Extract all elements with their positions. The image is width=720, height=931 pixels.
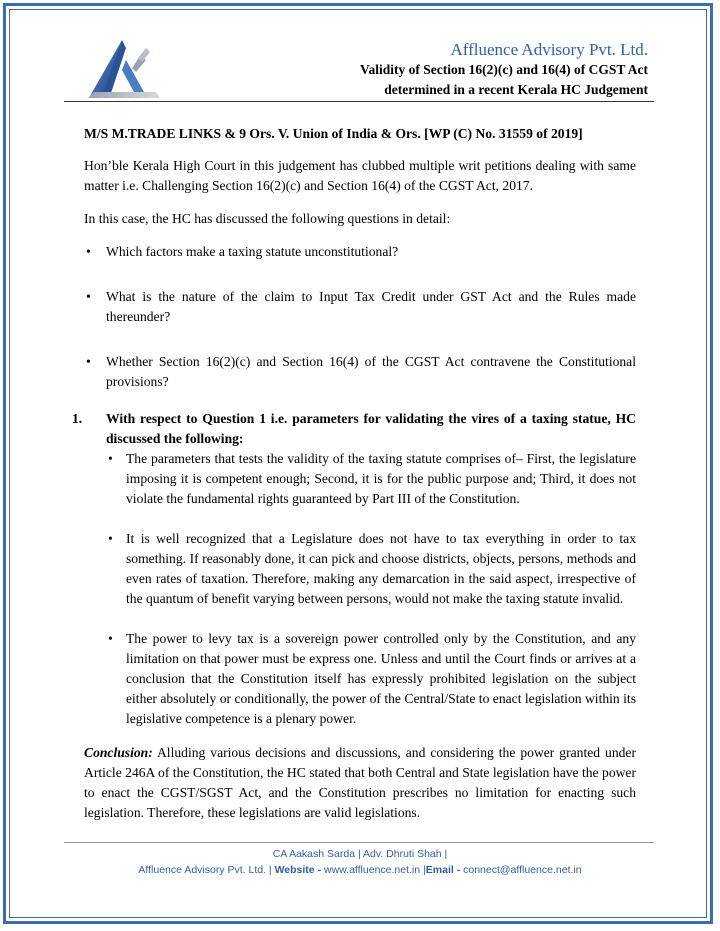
list-item: • The parameters that tests the validity of the taxing statute comprises of– First, the legislature imposing it is competent enough; Second, it is for the public purpose and; Third, it does not violate the fundamental rights guaranteed by Part III of the Constitution. xyxy=(106,449,636,509)
footer-email-label: Email - xyxy=(425,864,464,876)
section-number: 1. xyxy=(72,411,83,426)
section-1 xyxy=(72,409,636,729)
conclusion-text: Alluding various decisions and discussions, and considering the power granted under Article 246A of the Constitution, the HC stated that both Central and State legislation have the power to enact the CGST/SGST Act, and the Constitution prescribes no limitation for enacting such legislation. Therefore, these legislations are valid legislations. xyxy=(84,745,636,820)
footer-separator: | xyxy=(420,864,426,876)
case-title: M/S M.TRADE LINKS & 9 Ors. V. Union of India & Ors. [WP (C) No. 31559 of 2019] xyxy=(84,126,583,141)
footer-divider xyxy=(64,842,654,843)
section-heading: With respect to Question 1 i.e. parameters for validating the vires of a taxing statue, HC discussed the following: xyxy=(106,411,636,446)
document-subtitle-line2: determined in a recent Kerala HC Judgement xyxy=(384,82,648,97)
conclusion-label: Conclusion: xyxy=(84,745,153,760)
footer-authors: CA Aakash Sarda | Adv. Dhruti Shah | xyxy=(272,848,448,860)
conclusion-paragraph xyxy=(84,743,636,823)
list-item: • What is the nature of the claim to Input Tax Credit under GST Act and the Rules made thereunder? xyxy=(84,287,636,327)
document-body xyxy=(72,124,636,837)
footer-email-link[interactable]: connect@affluence.net.in xyxy=(463,864,582,876)
document-subtitle-line1: Validity of Section 16(2)(c) and 16(4) of CGST Act xyxy=(360,62,648,77)
footer-contact xyxy=(0,864,720,876)
questions-intro: In this case, the HC has discussed the following questions in detail: xyxy=(84,211,451,226)
footer-website-link[interactable]: www.affluence.net.in xyxy=(323,864,421,876)
footer-website-label: Website - xyxy=(274,864,324,876)
triangle-logo-icon xyxy=(82,38,162,100)
list-item: • It is well recognized that a Legislature does not have to tax everything in order to tax something. If reasonably done, it can pick and choose districts, objects, persons, methods and even rates of taxation. Therefore, making any demarcation in the said aspect, irrespective of the quantum of benefit varying between persons, would not make the taxing statute invalid. xyxy=(106,529,636,609)
list-item: • Which factors make a taxing statute unconstitutional? xyxy=(84,242,636,262)
list-item: • Whether Section 16(2)(c) and Section 16(4) of the CGST Act contravene the Constitutional provisions? xyxy=(84,352,636,392)
footer-company: Affluence Advisory Pvt. Ltd. | xyxy=(138,864,275,876)
questions-list xyxy=(84,242,636,392)
header-divider xyxy=(64,101,654,102)
section-points xyxy=(106,449,636,729)
company-name: Affluence Advisory Pvt. Ltd. xyxy=(450,40,648,59)
intro-paragraph: Hon’ble Kerala High Court in this judgement has clubbed multiple writ petitions dealing with same matter i.e. Challenging Section 16(2)(c) and Section 16(4) of the CGST Act, 2017. xyxy=(84,158,636,193)
list-item: • The power to levy tax is a sovereign power controlled only by the Constitution, and any limitation on that power must be express one. Unless and until the Court finds or arrives at a conclusion that the Constitution itself has expressly prohibited legislation on the subject either absolutely or conditionally, the power of the Central/State to enact legislation within its legislative competence is a plenary power. xyxy=(106,629,636,729)
